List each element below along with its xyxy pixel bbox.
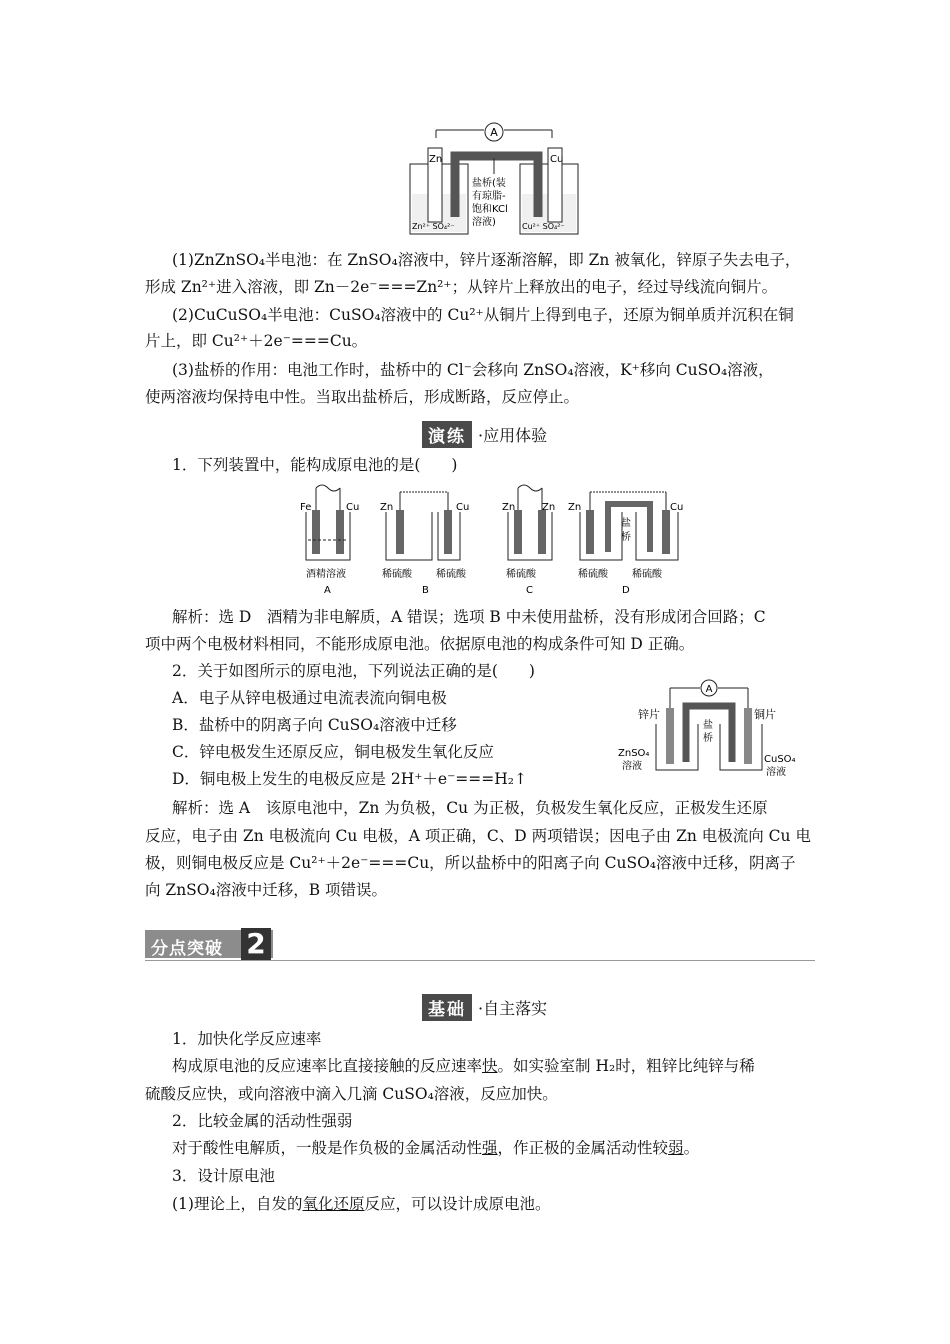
device-a: [300, 485, 359, 596]
figure-galvanic-cell: [616, 678, 816, 782]
section-header-basics: [422, 994, 547, 1021]
fig3-sol-left-1: ZnSO₄: [618, 748, 650, 759]
fig3-sol-right-2: 溶液: [766, 767, 786, 778]
underlined-answer: 氧化还原: [302, 1195, 365, 1213]
figure-salt-bridge-cell: [400, 122, 590, 240]
fig1-bridge-1: 盐桥(装: [472, 178, 506, 189]
point-2-line1: [172, 1138, 699, 1158]
fig2-d-solution-2: 稀硫酸: [632, 569, 662, 580]
fig3-bridge-2: 桥: [703, 733, 713, 744]
device-c: [502, 485, 555, 596]
fig2-d-right: Cu: [670, 502, 684, 513]
fig2-b-right: Cu: [456, 502, 470, 513]
answer-2-line4: 向 ZnSO₄溶液中迁移，B 项错误。: [145, 881, 388, 899]
fig3-right: 铜片: [754, 708, 776, 721]
fig2-b-tag: B: [422, 585, 429, 596]
point-1-title: 1．加快化学反应速率: [172, 1030, 322, 1048]
device-d: [568, 492, 683, 596]
fig1-left-ions: Zn²⁺ SO₄²⁻: [412, 222, 455, 231]
section-header-practice: [422, 421, 547, 448]
fig2-a-right: Cu: [346, 502, 360, 513]
section-2-label: 分点突破: [151, 939, 223, 959]
fig2-d-tag: D: [622, 585, 630, 596]
fig1-right-ions: Cu²⁺ SO₄²⁻: [522, 222, 565, 231]
underlined-answer: 强: [482, 1139, 498, 1157]
question-2-option-c: C．锌电极发生还原反应，铜电极发生氧化反应: [172, 743, 494, 761]
header-box: 基础: [422, 994, 472, 1021]
fig2-a-tag: A: [324, 585, 331, 596]
fig2-c-solution: 稀硫酸: [506, 569, 536, 580]
answer-1-line2: 项中两个电极材料相同，不能形成原电池。依据原电池的构成条件可知 D 正确。: [145, 635, 695, 653]
fig2-c-tag: C: [526, 585, 533, 596]
fig2-a-solution: 酒精溶液: [306, 569, 346, 580]
header-text: ·应用体验: [478, 426, 548, 445]
figure-four-devices: [296, 482, 686, 600]
section-2-banner: [145, 927, 815, 962]
fig2-d-bridge-2: 桥: [621, 532, 631, 543]
fig2-b-left: Zn: [380, 502, 394, 513]
question-2-option-d: D．铜电极上发生的电极反应是 2H⁺＋e⁻===H₂↑: [172, 770, 527, 788]
text: 。: [683, 1139, 700, 1157]
fig1-ammeter: A: [490, 126, 498, 139]
para1-line2: 形成 Zn²⁺进入溶液，即 Zn－2e⁻===Zn²⁺；从锌片上释放出的电子，经过导线流向铜片。: [145, 278, 778, 296]
text: ，作正极的金属活动性较: [497, 1139, 669, 1157]
fig2-d-solution-1: 稀硫酸: [578, 569, 608, 580]
fig2-c-left: Zn: [502, 502, 516, 513]
header-box: 演练: [422, 421, 472, 448]
fig1-bridge-3: 饱和KCl: [472, 204, 508, 215]
text: 反应，可以设计成原电池。: [364, 1195, 551, 1213]
device-b: [380, 492, 469, 596]
fig2-a-left: Fe: [300, 502, 312, 513]
fig1-cu: Cu: [550, 154, 564, 165]
para2-line2: 片上，即 Cu²⁺＋2e⁻===Cu。: [145, 332, 368, 350]
question-2-option-a: A．电子从锌电极通过电流表流向铜电极: [172, 689, 447, 707]
fig2-b-solution: 稀硫酸: [382, 569, 412, 580]
underlined-answer: 快: [482, 1057, 498, 1075]
section-2-number: 2: [241, 928, 271, 960]
question-2-stem: 2．关于如图所示的原电池，下列说法正确的是( ): [172, 662, 535, 680]
fig3-bridge-1: 盐: [703, 720, 713, 731]
answer-2-line2: 反应，电子由 Zn 电极流向 Cu 电极，A 项正确，C、D 两项错误；因电子由 Zn 电极流向 Cu 电: [145, 827, 811, 845]
header-text: ·自主落实: [478, 999, 548, 1018]
point-3-line1: [172, 1194, 551, 1214]
underlined-answer: 弱: [668, 1139, 684, 1157]
fig3-ammeter: A: [705, 684, 713, 695]
fig3-sol-left-2: 溶液: [622, 761, 642, 772]
fig1-bridge-4: 溶液): [472, 217, 496, 228]
question-1-stem: 1．下列装置中，能构成原电池的是( ): [172, 456, 458, 474]
fig3-sol-right-1: CuSO₄: [764, 754, 796, 765]
text: 构成原电池的反应速率比直接接触的反应速率: [172, 1057, 483, 1075]
fig2-d-left: Zn: [568, 502, 582, 513]
para3-line1: (3)盐桥的作用：电池工作时，盐桥中的 Cl⁻会移向 ZnSO₄溶液，K⁺移向 CuSO₄溶液，: [172, 361, 774, 379]
fig2-b-solution-2: 稀硫酸: [436, 569, 466, 580]
para2-line1: (2)CuCuSO₄半电池：CuSO₄溶液中的 Cu²⁺从铜片上得到电子，还原为铜单质并沉积在铜: [172, 306, 794, 324]
para1-line1: (1)ZnZnSO₄半电池：在 ZnSO₄溶液中，锌片逐渐溶解，即 Zn 被氧化，锌原子失去电子，: [172, 251, 801, 269]
point-3-title: 3．设计原电池: [172, 1167, 275, 1185]
point-1-line2: 硫酸反应快，或向溶液中滴入几滴 CuSO₄溶液，反应加快。: [145, 1085, 558, 1103]
answer-1-line1: 解析：选 D 酒精为非电解质，A 错误；选项 B 中未使用盐桥，没有形成闭合回路；C: [172, 608, 766, 626]
fig2-d-bridge-1: 盐: [621, 518, 631, 529]
fig2-c-right: Zn: [542, 502, 556, 513]
fig1-bridge-2: 有琼脂-: [472, 191, 506, 202]
point-2-title: 2．比较金属的活动性强弱: [172, 1112, 353, 1130]
para3-line2: 使两溶液均保持电中性。当取出盐桥后，形成断路，反应停止。: [145, 388, 580, 406]
fig1-zn: Zn: [429, 154, 443, 165]
question-2-option-b: B．盐桥中的阴离子向 CuSO₄溶液中迁移: [172, 716, 457, 734]
text: 。如实验室制 H₂时，粗锌比纯锌与稀: [497, 1057, 755, 1075]
text: (1)理论上，自发的: [172, 1195, 303, 1213]
answer-2-line1: 解析：选 A 该原电池中，Zn 为负极，Cu 为正极，负极发生氧化反应，正极发生还原: [172, 799, 768, 817]
answer-2-line3: 极，则铜电极反应是 Cu²⁺＋2e⁻===Cu，所以盐桥中的阳离子向 CuSO₄溶液中迁移，阴离子: [145, 854, 796, 872]
text: 对于酸性电解质，一般是作负极的金属活动性: [172, 1139, 483, 1157]
fig3-left: 锌片: [638, 708, 660, 721]
point-1-line1: [172, 1056, 755, 1076]
